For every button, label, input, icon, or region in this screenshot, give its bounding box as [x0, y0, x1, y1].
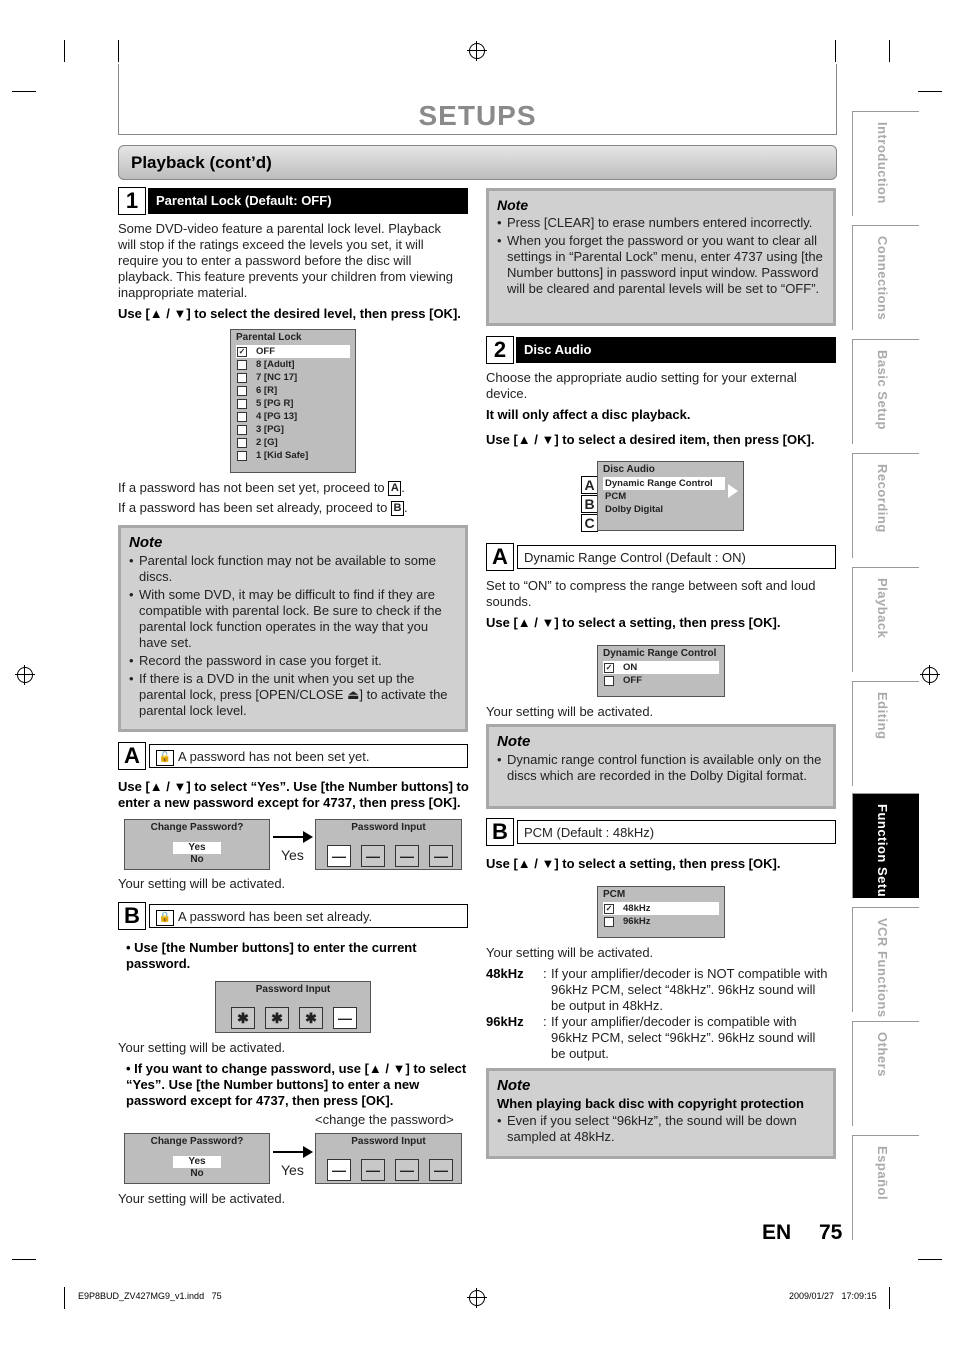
- subB-instruction: • Use [the Number buttons] to enter the current password.: [126, 940, 417, 971]
- osd-option[interactable]: ✓ 48kHz: [603, 902, 719, 915]
- pcm-instruction: Use [▲ / ▼] to select a setting, then press [OK].: [486, 856, 781, 871]
- page-title: SETUPS: [418, 100, 537, 131]
- def-text: If your amplifier/decoder is NOT compatible with 96kHz PCM, select “48kHz”. 96kHz sound will be output in 48kHz.: [551, 966, 828, 1013]
- password-digit[interactable]: —: [327, 845, 351, 867]
- password-digit[interactable]: —: [429, 1159, 453, 1181]
- crop-mark: [64, 1287, 65, 1309]
- osd-title: Disc Audio: [603, 464, 655, 475]
- result-text: Your setting will be activated.: [486, 704, 654, 719]
- password-input-osd: Password Input — — — —: [315, 1133, 462, 1184]
- step2-body: Choose the appropriate audio setting for your external device.: [486, 370, 797, 401]
- note-box: [486, 724, 836, 809]
- disc-audio-osd: [597, 461, 744, 531]
- registration-mark-icon: [922, 667, 938, 683]
- registration-mark-icon: [17, 667, 33, 683]
- lock-open-icon: 🔓: [156, 750, 174, 766]
- note-item: • Even if you select “96kHz”, the sound will be down sampled at 48kHz.: [507, 1113, 825, 1145]
- result-text: Your setting will be activated.: [486, 945, 654, 960]
- step-number: 1: [118, 187, 146, 215]
- note-item: • Record the password in case you forget it.: [139, 653, 457, 669]
- def-term: 96kHz: [486, 1014, 524, 1029]
- note-subtitle: When playing back disc with copyright protection: [497, 1096, 804, 1111]
- yes-caption: Yes: [281, 847, 304, 863]
- sub-label-pcm: PCM (Default : 48kHz): [517, 820, 836, 844]
- crop-mark: [835, 40, 836, 62]
- subA-instruction: Use [▲ / ▼] to select “Yes”. Use [the Number buttons] to enter a new password except for 4737, then press [OK].: [118, 779, 469, 810]
- note-box: [486, 188, 836, 326]
- note-box: [118, 525, 468, 732]
- side-tab-playback[interactable]: Playback: [852, 567, 919, 672]
- step-title: Parental Lock (Default: OFF): [148, 188, 468, 214]
- crop-mark: [64, 40, 65, 62]
- note-item: • Press [CLEAR] to erase numbers entered incorrectly.: [507, 215, 825, 231]
- side-tab-connections[interactable]: Connections: [852, 225, 919, 330]
- osd-option[interactable]: 4 [PG 13]: [231, 410, 355, 423]
- password-digit[interactable]: —: [333, 1007, 357, 1029]
- print-date: 2009/01/27 17:09:15: [789, 1291, 877, 1301]
- note-item: • When you forget the password or you want to clear all settings in “Parental Lock” menu, enter 4737 using [the Number buttons] in password input window. Password will be cleared and parental levels will be set to “OFF”.: [507, 233, 825, 297]
- subB-instruction2: • If you want to change password, use [▲ / ▼] to select “Yes”. Use [the Number buttons] to enter a new password except for 4737, then press [OK].: [126, 1061, 467, 1108]
- registration-mark-icon: [469, 43, 485, 59]
- osd-option[interactable]: Dolby Digital: [605, 504, 664, 515]
- side-tab-basic-setup[interactable]: Basic Setup: [852, 339, 919, 444]
- side-tab-editing[interactable]: Editing: [852, 681, 919, 786]
- step2-bold: It will only affect a disc playback.: [486, 407, 691, 422]
- proceed-b-line: If a password has been set already, proceed to B .: [118, 500, 408, 515]
- result-text: Your setting will be activated.: [118, 876, 286, 891]
- def-text: If your amplifier/decoder is compatible with 96kHz PCM, select “96kHz”. 96kHz sound will be output.: [551, 1014, 816, 1061]
- submenu-arrow-icon: [728, 484, 738, 498]
- note-title: Note: [497, 197, 529, 213]
- lock-closed-icon: 🔒: [156, 910, 174, 926]
- change-password-osd: Change Password? Yes No: [124, 819, 270, 870]
- osd-option[interactable]: ✓ ON: [603, 661, 719, 674]
- sub-letter-b: B: [486, 818, 514, 846]
- ref-letter-b: B: [391, 501, 404, 516]
- osd-title: PCM: [603, 889, 626, 900]
- yes-option[interactable]: Yes: [173, 842, 221, 854]
- note-box: [486, 1068, 836, 1159]
- drc-body: Set to “ON” to compress the range between soft and loud sounds.: [486, 578, 816, 609]
- osd-option[interactable]: ✓ OFF: [236, 345, 350, 358]
- note-title: Note: [129, 534, 163, 551]
- password-input-osd: Password Input ✱ ✱ ✱ —: [215, 981, 371, 1033]
- password-digit[interactable]: —: [395, 845, 419, 867]
- step-title: Disc Audio: [516, 337, 836, 363]
- drc-osd: [597, 645, 725, 697]
- crop-mark: [12, 1259, 36, 1260]
- sub-letter-b: B: [118, 902, 146, 930]
- step1-instruction: Use [▲ / ▼] to select the desired level, then press [OK].: [118, 306, 461, 321]
- change-password-osd: Change Password? Yes No: [124, 1133, 270, 1184]
- note-item: • With some DVD, it may be difficult to find if they are compatible with parental lock. Be sure to check if the parental lock function operates in the way that you have set.: [139, 587, 457, 651]
- password-digit[interactable]: —: [361, 845, 385, 867]
- osd-option[interactable]: 5 [PG R]: [231, 397, 355, 410]
- osd-option[interactable]: 3 [PG]: [231, 423, 355, 436]
- sub-label-a: 🔓 A password has not been set yet.: [149, 744, 468, 768]
- result-text: Your setting will be activated.: [118, 1040, 286, 1055]
- note-item: • Dynamic range control function is available only on the discs which are recorded in the Dolby Digital format.: [507, 752, 825, 784]
- osd-letter-b: B: [581, 495, 598, 513]
- def-term: 48kHz: [486, 966, 524, 981]
- password-digit[interactable]: ✱: [299, 1007, 323, 1029]
- page-header: [118, 64, 837, 135]
- password-digit[interactable]: ✱: [265, 1007, 289, 1029]
- crop-mark: [918, 1259, 942, 1260]
- password-digit[interactable]: —: [429, 845, 453, 867]
- osd-option[interactable]: 1 [Kid Safe]: [231, 449, 355, 462]
- no-option[interactable]: No: [190, 854, 204, 865]
- crop-mark: [889, 1287, 890, 1309]
- no-option[interactable]: No: [190, 1168, 204, 1179]
- ref-letter-a: A: [388, 481, 401, 496]
- password-digit[interactable]: —: [361, 1159, 385, 1181]
- osd-option[interactable]: 6 [R]: [231, 384, 355, 397]
- side-tab-vcr-functions[interactable]: VCR Functions: [852, 907, 919, 1012]
- drc-instruction: Use [▲ / ▼] to select a setting, then press [OK].: [486, 615, 781, 630]
- sub-letter-a: A: [486, 543, 514, 571]
- pcm-osd: [597, 886, 725, 938]
- osd-title: Dynamic Range Control: [603, 648, 717, 659]
- osd-option[interactable]: 8 [Adult]: [231, 358, 355, 371]
- side-tab-others[interactable]: Others: [852, 1021, 919, 1126]
- password-digit[interactable]: —: [395, 1159, 419, 1181]
- osd-letter-a: A: [581, 476, 598, 494]
- arrow-icon: [273, 836, 311, 838]
- password-digit[interactable]: —: [327, 1159, 351, 1181]
- osd-option[interactable]: 7 [NC 17]: [231, 371, 355, 384]
- note-item: • If there is a DVD in the unit when you set up the parental lock, press [OPEN/CLOSE ⏏] to activate the parental lock level.: [139, 671, 457, 719]
- osd-option[interactable]: PCM: [605, 491, 627, 502]
- registration-mark-icon: [469, 1290, 485, 1306]
- side-tab-function-setup[interactable]: Function Setup: [852, 793, 919, 898]
- crop-mark: [918, 91, 942, 92]
- password-digit[interactable]: ✱: [231, 1007, 255, 1029]
- change-caption: <change the password>: [315, 1112, 454, 1127]
- osd-letter-c: C: [581, 514, 598, 532]
- section-title: Playback (cont’d): [131, 153, 272, 172]
- step-number: 2: [486, 336, 514, 364]
- result-text: Your setting will be activated.: [118, 1191, 286, 1206]
- crop-mark: [889, 40, 890, 62]
- note-title: Note: [497, 733, 531, 750]
- osd-option[interactable]: OFF: [598, 674, 724, 687]
- language-code: EN: [762, 1221, 792, 1244]
- sub-letter-a: A: [118, 742, 146, 770]
- yes-option[interactable]: Yes: [173, 1156, 221, 1168]
- parental-lock-osd: [230, 329, 356, 473]
- sub-label-drc: Dynamic Range Control (Default : ON): [517, 545, 836, 569]
- osd-option[interactable]: 2 [G]: [231, 436, 355, 449]
- side-tab-espanol[interactable]: Español: [852, 1135, 919, 1240]
- osd-title: Parental Lock: [236, 332, 302, 343]
- password-input-osd: Password Input — — — —: [315, 819, 462, 870]
- section-bar: [118, 145, 837, 180]
- osd-option[interactable]: Dynamic Range Control: [603, 477, 725, 490]
- yes-caption: Yes: [281, 1162, 304, 1178]
- crop-mark: [118, 40, 119, 62]
- step2-instruction: Use [▲ / ▼] to select a desired item, then press [OK].: [486, 432, 815, 447]
- note-item: • Parental lock function may not be available to some discs.: [139, 553, 457, 585]
- arrow-icon: [273, 1151, 311, 1153]
- crop-mark: [12, 91, 36, 92]
- side-tab-recording[interactable]: Recording: [852, 453, 919, 558]
- step1-body: Some DVD-video feature a parental lock level. Playback will stop if the ratings exceed the levels you set, it will require you to enter a password before the disc will playback. This feature prevents your children from viewing inappropriate material.: [118, 221, 454, 300]
- osd-option[interactable]: 96kHz: [598, 915, 724, 928]
- proceed-a-line: If a password has not been set yet, proceed to A .: [118, 480, 405, 495]
- side-tab-introduction[interactable]: Introduction: [852, 111, 919, 216]
- note-title: Note: [497, 1077, 531, 1094]
- file-info: E9P8BUD_ZV427MG9_v1.indd 75: [78, 1291, 222, 1301]
- page-number: 75: [819, 1221, 843, 1244]
- sub-label-b: 🔒 A password has been set already.: [149, 904, 468, 928]
